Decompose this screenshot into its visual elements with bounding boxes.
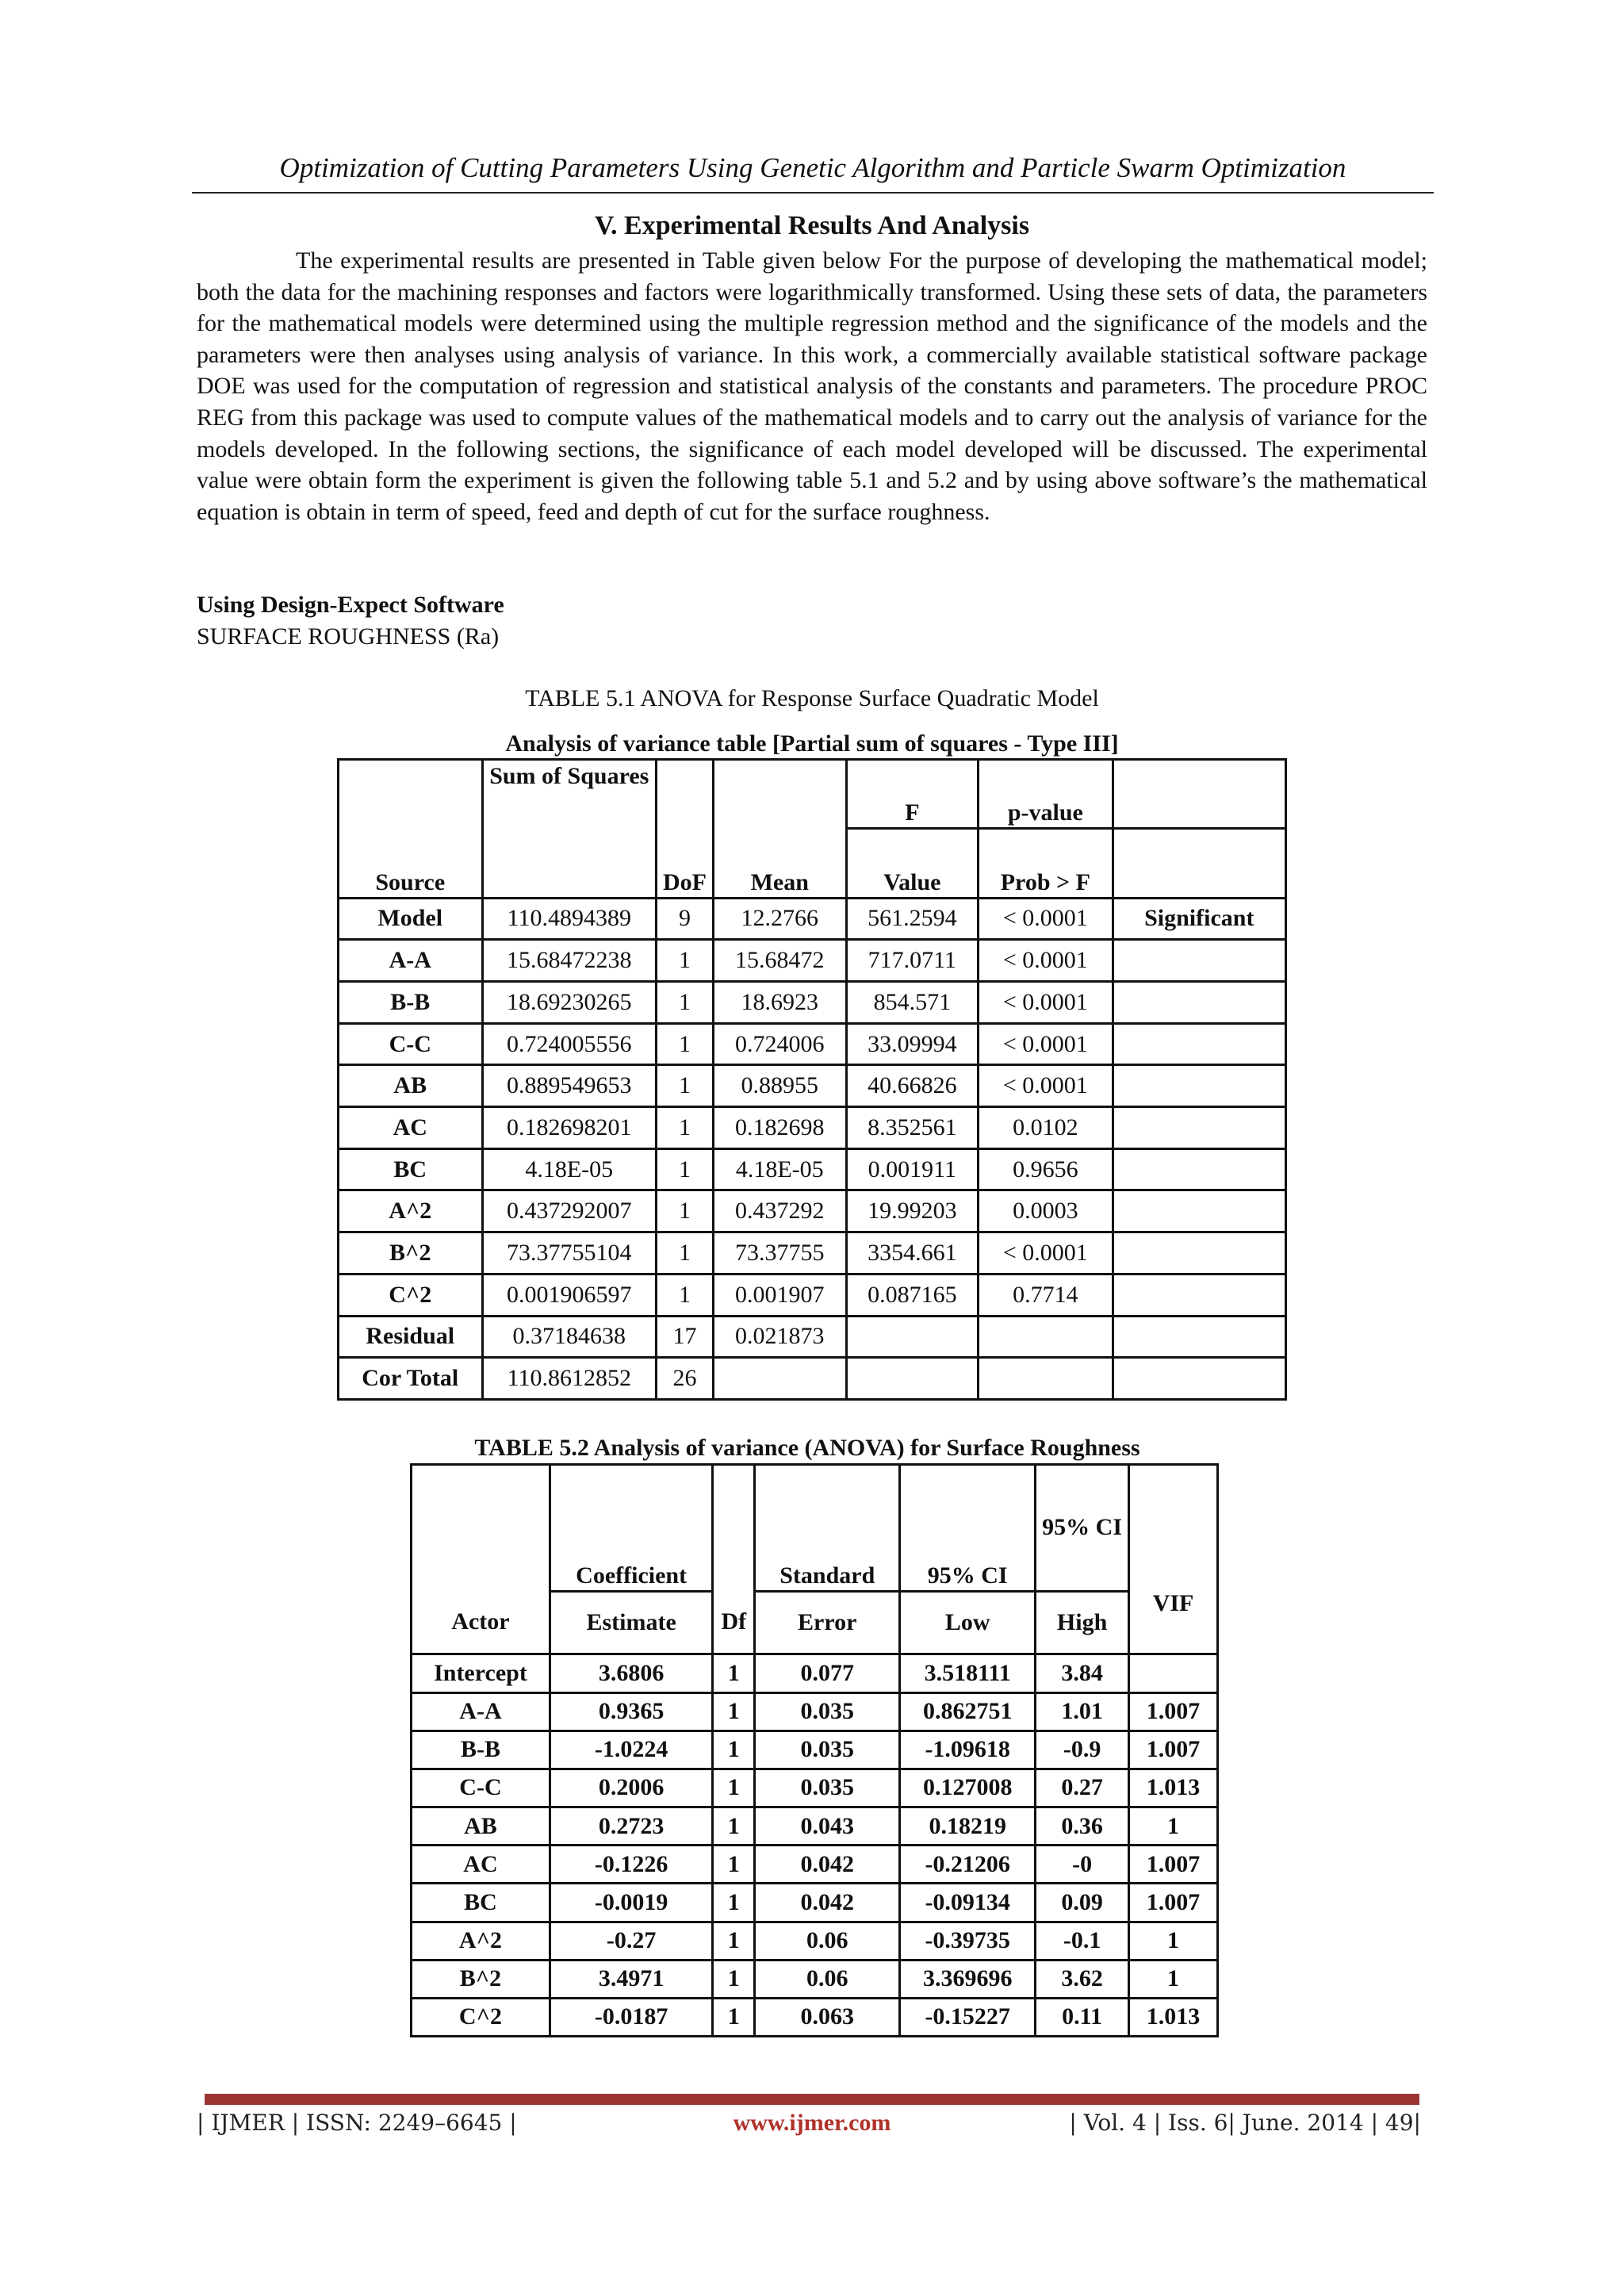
table-row <box>339 1065 1286 1107</box>
table-cell: -0.15227 <box>900 1998 1036 2036</box>
table-cell: 1 <box>657 1023 714 1065</box>
table-cell: 0.2723 <box>550 1807 712 1846</box>
table-cell: 3.369696 <box>900 1960 1036 1998</box>
table-cell: 1.007 <box>1129 1846 1218 1884</box>
table-cell <box>846 1358 979 1400</box>
table-cell: 1 <box>713 1654 755 1692</box>
table-cell: 0.06 <box>755 1922 900 1960</box>
table-cell: 1.013 <box>1129 1998 1218 2036</box>
subheading-surface-roughness: SURFACE ROUGHNESS (Ra) <box>197 623 500 650</box>
table-cell: 0.862751 <box>900 1692 1036 1731</box>
table-cell: 0.889549653 <box>482 1065 657 1107</box>
row-label: B-B <box>412 1731 550 1769</box>
table-cell: -0.1226 <box>550 1846 712 1884</box>
table-cell: 18.6923 <box>713 982 846 1024</box>
table-cell: 12.2766 <box>713 898 846 940</box>
coefficient-table <box>410 1463 1219 2037</box>
row-label: C^2 <box>412 1998 550 2036</box>
row-label: A^2 <box>339 1190 483 1232</box>
table-cell: -0.1 <box>1036 1922 1129 1960</box>
header-source-top <box>339 760 483 829</box>
row-label: Cor Total <box>339 1358 483 1400</box>
table-cell: 1 <box>657 1107 714 1149</box>
row-label: C-C <box>412 1769 550 1807</box>
table-cell: 3.518111 <box>900 1654 1036 1692</box>
table-cell: 0.035 <box>755 1692 900 1731</box>
table-cell: 18.69230265 <box>482 982 657 1024</box>
table-cell: 854.571 <box>846 982 979 1024</box>
table-cell: 0.37184638 <box>482 1316 657 1358</box>
table-cell: < 0.0001 <box>979 1023 1113 1065</box>
table-cell: 0.9656 <box>979 1148 1113 1190</box>
row-label: C-C <box>339 1023 483 1065</box>
header-mean-top <box>713 760 846 829</box>
table-cell: -0.9 <box>1036 1731 1129 1769</box>
table-cell: 0.035 <box>755 1731 900 1769</box>
header-f-top: F <box>846 760 979 829</box>
table-cell: 73.37755104 <box>482 1232 657 1274</box>
table-cell: -0 <box>1036 1846 1129 1884</box>
table-cell: 0.7714 <box>979 1274 1113 1316</box>
table-cell: 4.18E-05 <box>482 1148 657 1190</box>
table-cell: 1 <box>657 982 714 1024</box>
table-cell: 0.043 <box>755 1807 900 1846</box>
table-cell: 0.437292007 <box>482 1190 657 1232</box>
table-cell <box>1113 1148 1285 1190</box>
table-cell: 17 <box>657 1316 714 1358</box>
table-cell: 73.37755 <box>713 1232 846 1274</box>
table-cell <box>713 1358 846 1400</box>
table-cell: 1 <box>713 1807 755 1846</box>
row-label: A-A <box>339 940 483 982</box>
header-p-prob: Prob > F <box>979 829 1113 898</box>
row-label: B^2 <box>339 1232 483 1274</box>
table-cell: 1 <box>657 1148 714 1190</box>
table-cell <box>1113 940 1285 982</box>
table-cell: 3354.661 <box>846 1232 979 1274</box>
table-cell <box>1113 1107 1285 1149</box>
table-cell: 0.042 <box>755 1884 900 1922</box>
footer-bar <box>205 2094 1419 2105</box>
header-actor-mid <box>412 1527 550 1591</box>
table-cell: 0.09 <box>1036 1884 1129 1922</box>
header-actor: Actor <box>412 1591 550 1654</box>
table-cell: 0.087165 <box>846 1274 979 1316</box>
table-cell: 1 <box>713 1998 755 2036</box>
table-cell: 1 <box>713 1692 755 1731</box>
table-row <box>412 1998 1218 2036</box>
table-row <box>339 940 1286 982</box>
table-cell: 0.042 <box>755 1846 900 1884</box>
anova-table <box>337 758 1287 1401</box>
table-cell: < 0.0001 <box>979 1232 1113 1274</box>
table-cell: 0.88955 <box>713 1065 846 1107</box>
row-label: A-A <box>412 1692 550 1731</box>
table-row <box>339 1274 1286 1316</box>
table-cell: 1.007 <box>1129 1731 1218 1769</box>
table2-caption: TABLE 5.2 Analysis of variance (ANOVA) for Surface Roughness <box>474 1435 1140 1461</box>
table-cell: 1 <box>657 1232 714 1274</box>
table-cell: 1 <box>657 1190 714 1232</box>
table-cell <box>1113 982 1285 1024</box>
subheading-software: Using Design-Expect Software <box>197 592 504 618</box>
table-cell: 0.06 <box>755 1960 900 1998</box>
table-cell: 0.724006 <box>713 1023 846 1065</box>
table-row <box>339 1148 1286 1190</box>
table-cell: 3.62 <box>1036 1960 1129 1998</box>
table-cell: 0.2006 <box>550 1769 712 1807</box>
table-cell: < 0.0001 <box>979 1065 1113 1107</box>
table-cell: 8.352561 <box>846 1107 979 1149</box>
row-label: AC <box>339 1107 483 1149</box>
table1-caption: TABLE 5.1 ANOVA for Response Surface Quadratic Model <box>525 685 1099 711</box>
table-row <box>339 1232 1286 1274</box>
table-cell: 0.001911 <box>846 1148 979 1190</box>
table-cell: 3.6806 <box>550 1654 712 1692</box>
table-cell: 1 <box>713 1731 755 1769</box>
table-cell: 717.0711 <box>846 940 979 982</box>
table-row <box>339 1316 1286 1358</box>
table-row <box>339 982 1286 1024</box>
table-row <box>339 1107 1286 1149</box>
table-cell: 561.2594 <box>846 898 979 940</box>
table-cell: 1 <box>1129 1807 1218 1846</box>
table-cell: -0.27 <box>550 1922 712 1960</box>
header-f-value: Value <box>846 829 979 898</box>
table-cell <box>1113 1358 1285 1400</box>
table1-subcaption: Analysis of variance table [Partial sum of squares - Type III] <box>505 730 1119 757</box>
table-row <box>412 1654 1218 1692</box>
table-cell: Significant <box>1113 898 1285 940</box>
table-cell: 0.11 <box>1036 1998 1129 2036</box>
table-row <box>412 1692 1218 1731</box>
table-cell: 1 <box>713 1960 755 1998</box>
table-cell: 1 <box>713 1922 755 1960</box>
table-cell: 1 <box>1129 1922 1218 1960</box>
table-cell: 0.27 <box>1036 1769 1129 1807</box>
table-cell <box>1113 1274 1285 1316</box>
table-cell: 0.001907 <box>713 1274 846 1316</box>
table-cell <box>1113 1023 1285 1065</box>
table-cell: 110.8612852 <box>482 1358 657 1400</box>
table-cell: -0.39735 <box>900 1922 1036 1960</box>
header-actor-top <box>412 1465 550 1528</box>
section-heading: V. Experimental Results And Analysis <box>594 211 1030 240</box>
table-row <box>339 1190 1286 1232</box>
header-rule <box>192 192 1434 194</box>
header-blank <box>1113 829 1285 898</box>
header-vif-mid <box>1129 1527 1218 1591</box>
table-cell: 1.007 <box>1129 1692 1218 1731</box>
table-cell: 0.9365 <box>550 1692 712 1731</box>
row-label: Residual <box>339 1316 483 1358</box>
footer-issue: | Vol. 4 | Iss. 6| June. 2014 | 49| <box>1069 2110 1421 2136</box>
header-df-top <box>713 1465 755 1528</box>
row-label: A^2 <box>412 1922 550 1960</box>
table-row <box>412 1807 1218 1846</box>
table-row <box>412 1960 1218 1998</box>
row-label: AB <box>339 1065 483 1107</box>
table-cell: 1.01 <box>1036 1692 1129 1731</box>
table-cell <box>1113 1190 1285 1232</box>
table-cell: 4.18E-05 <box>713 1148 846 1190</box>
table-row <box>412 1731 1218 1769</box>
header-cilow-blank <box>900 1465 1036 1528</box>
table-cell: 0.724005556 <box>482 1023 657 1065</box>
header-coefficient: Coefficient <box>550 1527 712 1591</box>
table-cell: -0.0019 <box>550 1884 712 1922</box>
table-cell: 26 <box>657 1358 714 1400</box>
table-cell: 0.0003 <box>979 1190 1113 1232</box>
table-cell: < 0.0001 <box>979 898 1113 940</box>
row-label: B-B <box>339 982 483 1024</box>
table-cell: 0.182698201 <box>482 1107 657 1149</box>
table-row <box>339 1023 1286 1065</box>
table-cell: -1.0224 <box>550 1731 712 1769</box>
table-cell <box>979 1358 1113 1400</box>
table-cell: -0.0187 <box>550 1998 712 2036</box>
header-df-mid <box>713 1527 755 1591</box>
header-ci-low: 95% CI <box>900 1527 1036 1591</box>
table-row <box>412 1922 1218 1960</box>
footer-website-link[interactable]: www.ijmer.com <box>733 2110 891 2136</box>
table-cell <box>979 1316 1113 1358</box>
header-se-blank <box>755 1465 900 1528</box>
table-cell <box>1129 1654 1218 1692</box>
table-cell: 9 <box>657 898 714 940</box>
table-cell: < 0.0001 <box>979 982 1113 1024</box>
header-source: Source <box>339 829 483 898</box>
header-estimate: Estimate <box>550 1591 712 1654</box>
table-cell: -0.09134 <box>900 1884 1036 1922</box>
header-coef-blank <box>550 1465 712 1528</box>
header-sum-squares: Sum of Squares <box>482 760 657 899</box>
row-label: B^2 <box>412 1960 550 1998</box>
table-cell: < 0.0001 <box>979 940 1113 982</box>
header-standard: Standard <box>755 1527 900 1591</box>
table-cell: 0.035 <box>755 1769 900 1807</box>
body-paragraph: The experimental results are presented in Table given below For the purpose of developing the mathematical model; both the data for the machining responses and factors were logarithmically transformed. Using these sets of data, the parameters for the mathematical models were determined using the multiple regression method and the significance of the models and the parameters were then analyses using analysis of variance. In this work, a commercially available statistical software package DOE was used for the computation of regression and statistical analysis of the constants and parameters. The procedure PROC REG from this package was used to compute values of the mathematical models and to carry out the analysis of variance for the models developed. In the following sections, the significance of each model developed will be discussed. The experimental value were obtain form the experiment is given the following table 5.1 and 5.2 and by using above software’s the mathematical equation is obtain in term of speed, feed and depth of cut for the surface roughness. <box>197 247 1427 525</box>
table-cell: 1.007 <box>1129 1884 1218 1922</box>
header-vif: VIF <box>1129 1591 1218 1654</box>
table-cell: 0.063 <box>755 1998 900 2036</box>
table-cell: 1.013 <box>1129 1769 1218 1807</box>
table-cell: 15.68472238 <box>482 940 657 982</box>
table-cell: 0.437292 <box>713 1190 846 1232</box>
table-cell: 1 <box>657 1274 714 1316</box>
header-ci-high: 95% CI <box>1036 1465 1129 1592</box>
table-cell: 0.18219 <box>900 1807 1036 1846</box>
table-cell <box>1113 1316 1285 1358</box>
table-cell <box>1113 1065 1285 1107</box>
table-cell: 1 <box>713 1769 755 1807</box>
row-label: BC <box>339 1148 483 1190</box>
table-cell: 0.077 <box>755 1654 900 1692</box>
row-label: Intercept <box>412 1654 550 1692</box>
header-vif-top <box>1129 1465 1218 1528</box>
row-label: C^2 <box>339 1274 483 1316</box>
header-p-top: p-value <box>979 760 1113 829</box>
header-dof: DoF <box>657 829 714 898</box>
header-high: High <box>1036 1591 1129 1654</box>
table-row <box>412 1769 1218 1807</box>
row-label: AB <box>412 1807 550 1846</box>
table-cell: 0.0102 <box>979 1107 1113 1149</box>
header-dof-top <box>657 760 714 829</box>
table-cell: 110.4894389 <box>482 898 657 940</box>
header-mean: Mean <box>713 829 846 898</box>
header-df: Df <box>713 1591 755 1654</box>
table-cell: 1 <box>713 1846 755 1884</box>
table-cell: 1 <box>657 940 714 982</box>
table-cell: 19.99203 <box>846 1190 979 1232</box>
table-cell: 3.4971 <box>550 1960 712 1998</box>
table-cell <box>846 1316 979 1358</box>
row-label: AC <box>412 1846 550 1884</box>
table-cell: 33.09994 <box>846 1023 979 1065</box>
table-row <box>412 1884 1218 1922</box>
table-cell: 1 <box>1129 1960 1218 1998</box>
header-low: Low <box>900 1591 1036 1654</box>
table-row <box>339 898 1286 940</box>
row-label: Model <box>339 898 483 940</box>
table-cell: 1 <box>657 1065 714 1107</box>
table-row <box>412 1846 1218 1884</box>
table-cell: 0.001906597 <box>482 1274 657 1316</box>
table-cell: 40.66826 <box>846 1065 979 1107</box>
table-cell: 0.36 <box>1036 1807 1129 1846</box>
table-cell: 15.68472 <box>713 940 846 982</box>
table-cell <box>1113 1232 1285 1274</box>
table-cell: 0.021873 <box>713 1316 846 1358</box>
header-blank <box>1113 760 1285 829</box>
table-cell: -1.09618 <box>900 1731 1036 1769</box>
table-cell: 0.127008 <box>900 1769 1036 1807</box>
table-cell: 3.84 <box>1036 1654 1129 1692</box>
table-cell: -0.21206 <box>900 1846 1036 1884</box>
table-row <box>339 1358 1286 1400</box>
footer-journal: | IJMER | ISSN: 2249–6645 | <box>197 2110 517 2136</box>
table-cell: 0.182698 <box>713 1107 846 1149</box>
row-label: BC <box>412 1884 550 1922</box>
running-header: Optimization of Cutting Parameters Using Genetic Algorithm and Particle Swarm Optimization <box>279 152 1346 183</box>
table-cell: 1 <box>713 1884 755 1922</box>
header-error: Error <box>755 1591 900 1654</box>
